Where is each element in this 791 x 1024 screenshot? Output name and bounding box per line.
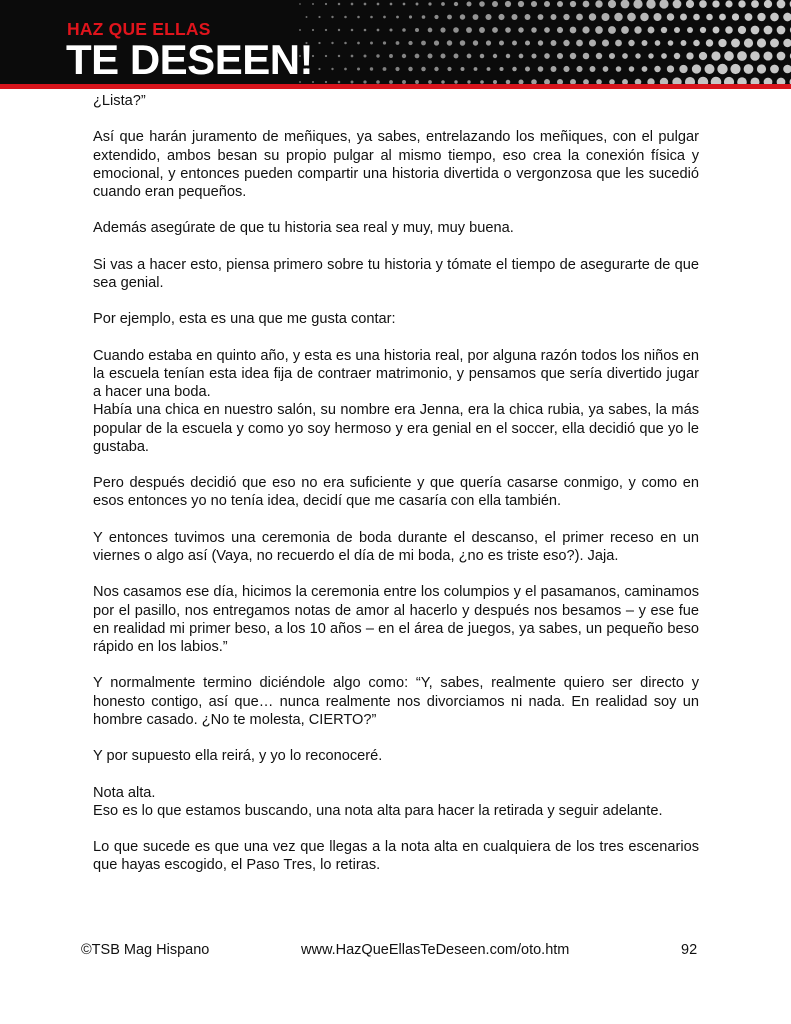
halftone-dot	[544, 27, 550, 33]
halftone-dot	[557, 53, 563, 59]
halftone-dot	[699, 0, 707, 8]
halftone-dot	[487, 67, 491, 71]
paragraph-ceremonia: Y entonces tuvimos una ceremonia de boda durante el descanso, el primer receso en un viernes o algo así (Vaya, no recuerdo el día de mi boda, ¿no es triste eso?). Jaja.	[93, 529, 699, 564]
halftone-dot	[551, 40, 557, 46]
halftone-dot	[699, 52, 707, 60]
halftone-dot	[704, 64, 714, 74]
halftone-dot	[737, 77, 747, 84]
halftone-dot	[563, 14, 569, 20]
halftone-dot	[717, 64, 727, 74]
halftone-dot	[395, 67, 399, 71]
halftone-dot	[763, 51, 772, 60]
halftone-dot	[719, 14, 726, 21]
halftone-dot	[609, 53, 615, 59]
halftone-dot	[595, 0, 602, 7]
halftone-dot	[646, 0, 655, 9]
halftone-dot	[402, 54, 406, 58]
halftone-dot	[627, 13, 636, 22]
paragraph-casarse: Pero después decidió que eso no era suficiente y que quería casarse conmigo, y como en esos entonces yo no tenía idea, decidí que me casaría con ella también.	[93, 475, 699, 510]
halftone-dot	[434, 67, 438, 71]
halftone-dot	[525, 14, 531, 20]
halftone-dot	[306, 16, 308, 18]
halftone-dot	[421, 67, 426, 72]
halftone-dot	[402, 28, 406, 32]
halftone-dot	[453, 27, 459, 33]
halftone-dot	[351, 29, 354, 32]
halftone-dot	[461, 67, 465, 71]
halftone-dot	[377, 3, 380, 6]
halftone-dot	[473, 14, 479, 20]
halftone-dot	[512, 41, 517, 46]
halftone-dot	[454, 2, 458, 6]
paragraph-ejemplo: Por ejemplo, esta es una que me gusta contar:	[93, 311, 396, 328]
halftone-dot	[634, 26, 641, 33]
halftone-dot	[383, 67, 387, 71]
halftone-dot	[653, 13, 661, 21]
halftone-dot	[492, 27, 498, 33]
halftone-dot	[622, 53, 628, 59]
paragraph-retiras: Lo que sucede es que una vez que llegas a la nota alta en cualquiera de los tres escenarios que hayas escogido, el Paso Tres, lo retiras.	[93, 839, 699, 874]
paragraph-historia-real: Además asegúrate de que tu historia sea real y muy, muy buena.	[93, 220, 514, 237]
halftone-dot	[408, 41, 412, 45]
halftone-dot	[770, 65, 779, 74]
paragraph-termino: Y normalmente termino diciéndole algo como: “Y, sabes, realmente quiero ser directo y honesto contigo, así que… nunca realmente nos divorciamos ni nada. En realidad soy un hombre casado. ¿No te molesta, CIERTO?”	[93, 675, 699, 728]
halftone-dot	[576, 40, 583, 47]
halftone-dot	[673, 0, 682, 8]
halftone-dot	[628, 40, 634, 46]
halftone-dot	[642, 66, 648, 72]
halftone-dot	[563, 40, 569, 46]
halftone-dot	[744, 38, 753, 47]
footer-copyright: ©TSB Mag Hispano	[81, 942, 210, 958]
halftone-dot	[724, 51, 734, 61]
halftone-dot	[383, 16, 386, 19]
halftone-dot	[428, 2, 431, 5]
halftone-dot	[344, 68, 347, 71]
halftone-dot	[473, 40, 478, 45]
halftone-dot	[616, 66, 622, 72]
halftone-dot	[440, 27, 445, 32]
halftone-dot	[519, 54, 524, 59]
halftone-dot	[718, 39, 726, 47]
halftone-dot	[693, 14, 700, 21]
halftone-dot	[674, 27, 680, 33]
halftone-dot	[615, 40, 622, 47]
halftone-dot	[777, 52, 786, 61]
paragraph-nota-alta: Nota alta.	[93, 784, 156, 801]
paragraph-quinto-ano: Cuando estaba en quinto año, y esta es una historia real, por alguna razón todos los niños en la escuela tenían esta idea fija de contraer matrimonio, y pensamos que sería divertido jugar a hacer una boda.	[93, 347, 699, 401]
halftone-dot	[538, 66, 544, 72]
halftone-dot	[364, 3, 367, 6]
halftone-dot	[770, 39, 779, 48]
halftone-dot	[764, 0, 772, 8]
halftone-dot	[757, 13, 765, 21]
halftone-dot	[783, 13, 791, 22]
halftone-dot	[648, 53, 653, 58]
halftone-dot	[331, 42, 333, 44]
halftone-dot	[364, 29, 367, 32]
halftone-dot	[661, 27, 667, 33]
halftone-dot	[505, 1, 511, 7]
halftone-dot	[331, 16, 333, 18]
halftone-dot	[711, 77, 722, 84]
halftone-dot	[712, 0, 719, 7]
halftone-dot	[731, 39, 740, 48]
halftone-dot	[621, 0, 630, 8]
halftone-dot	[570, 53, 576, 59]
halftone-dot	[590, 66, 596, 72]
halftone-dot	[325, 3, 327, 5]
halftone-dot	[713, 27, 720, 34]
halftone-dot	[681, 40, 687, 46]
halftone-dot	[467, 2, 472, 7]
halftone-dot	[570, 1, 576, 7]
halftone-dot	[693, 40, 700, 47]
halftone-dot	[551, 14, 557, 20]
halftone-dot	[325, 55, 327, 57]
halftone-dot	[692, 64, 701, 73]
halftone-dot	[318, 16, 320, 18]
halftone-dot	[377, 29, 380, 32]
halftone-dot	[686, 0, 694, 8]
halftone-dot	[601, 13, 609, 21]
halftone-dot	[480, 54, 485, 59]
halftone-dot	[667, 65, 674, 72]
halftone-dot	[454, 54, 459, 59]
halftone-dot	[633, 0, 642, 9]
halftone-dot	[525, 40, 530, 45]
halftone-dot	[498, 14, 504, 20]
halftone-dot	[582, 26, 589, 33]
halftone-dot	[642, 40, 648, 46]
halftone-dot	[370, 42, 373, 45]
halftone-dot	[312, 3, 314, 5]
halftone-dot	[674, 53, 680, 59]
halftone-dot	[492, 1, 498, 7]
halftone-dot	[764, 26, 773, 35]
halftone-dot	[751, 26, 760, 35]
halftone-dot	[655, 40, 661, 46]
halftone-dot	[698, 77, 709, 84]
halftone-dot	[338, 81, 341, 84]
paragraph-lista: ¿Lista?”	[93, 93, 146, 109]
halftone-dot	[338, 55, 340, 57]
halftone-dot	[460, 40, 466, 46]
halftone-dot	[370, 16, 373, 19]
halftone-dot	[603, 66, 609, 72]
halftone-dot	[725, 0, 732, 7]
halftone-dot	[506, 54, 510, 58]
halftone-dot	[312, 29, 314, 31]
halftone-dot	[357, 68, 360, 71]
halftone-dot	[325, 81, 327, 83]
halftone-dot	[357, 42, 360, 45]
paragraph-jenna: Había una chica en nuestro salón, su nombre era Jenna, era la chica rubia, ya sabes, la más popular de la escuela y como yo soy hermoso y era genial en el soccer, ella decidió que yo le gustaba.	[93, 402, 699, 455]
halftone-dot	[364, 55, 367, 58]
page-body	[93, 92, 699, 893]
halftone-dot	[531, 27, 537, 33]
halftone-dot	[738, 26, 746, 34]
paragraph-buscando: Eso es lo que estamos buscando, una nota alta para hacer la retirada y seguir adelante.	[93, 802, 663, 819]
halftone-dot	[531, 53, 536, 58]
halftone-dot	[441, 2, 445, 6]
halftone-dot	[493, 54, 497, 58]
halftone-dot	[614, 13, 623, 22]
halftone-dot	[745, 13, 753, 21]
halftone-dot	[595, 26, 603, 34]
halftone-dot	[383, 41, 386, 44]
header-accent-line	[0, 84, 791, 89]
halftone-dot	[596, 53, 602, 59]
halftone-dot	[376, 54, 379, 57]
halftone-dot	[415, 54, 420, 59]
halftone-dot	[563, 66, 569, 72]
halftone-dot	[667, 13, 675, 21]
halftone-dot	[570, 27, 577, 34]
halftone-dot	[679, 65, 687, 73]
halftone-dot	[338, 29, 340, 31]
halftone-dot	[686, 52, 693, 59]
paragraph-nos-casamos: Nos casamos ese día, hicimos la ceremonia entre los columpios y el pasamanos, caminamos por el pasillo, nos entregamos notas de amor al hacerlo y después nos besamos – y ese fue en realidad mi primer beso, a los 10 años – en el área de juegos, ya sabes, un pequeño beso rápido en los labios.”	[93, 584, 699, 655]
halftone-dot	[602, 39, 609, 46]
halftone-dot	[416, 3, 419, 6]
halftone-dot	[422, 15, 426, 19]
halftone-dot	[344, 16, 347, 19]
halftone-dot	[576, 66, 582, 72]
halftone-dot	[589, 39, 596, 46]
halftone-dot	[357, 16, 360, 19]
page-number: 92	[681, 942, 698, 958]
halftone-dot	[518, 1, 524, 7]
halftone-dot	[732, 13, 739, 20]
halftone-dot	[331, 68, 333, 70]
halftone-dot	[737, 51, 747, 61]
paragraph-reira: Y por supuesto ella reirá, y yo lo reconoceré.	[93, 748, 383, 765]
halftone-dot	[538, 14, 544, 20]
halftone-dot	[757, 38, 766, 47]
halftone-dot	[299, 3, 301, 5]
halftone-dot	[421, 41, 426, 46]
halftone-dot	[479, 1, 485, 7]
halftone-dot	[351, 81, 354, 84]
halftone-dot	[583, 53, 590, 60]
halftone-dot	[318, 42, 320, 44]
halftone-dot	[777, 0, 786, 8]
halftone-dot	[648, 27, 655, 34]
halftone-dot	[659, 0, 668, 9]
halftone-dot	[680, 14, 687, 21]
halftone-dot	[757, 64, 766, 73]
halftone-dot	[744, 64, 754, 74]
halftone-dot	[512, 67, 516, 71]
halftone-dot	[687, 27, 693, 33]
halftone-dot	[428, 54, 433, 59]
halftone-dot	[338, 3, 341, 6]
halftone-dot	[770, 13, 779, 22]
halftone-dot	[750, 51, 760, 61]
halftone-dot	[783, 39, 791, 47]
halftone-dot	[485, 14, 491, 20]
halftone-dot	[544, 1, 550, 7]
halftone-dot	[711, 51, 720, 60]
footer-url: www.HazQueEllasTeDeseen.com/oto.htm	[301, 942, 570, 958]
halftone-dot	[447, 67, 451, 71]
halftone-dot	[777, 26, 786, 35]
paragraph-piensa-historia: Si vas a hacer esto, piensa primero sobre tu historia y tómate el tiempo de asegurarte de que sea genial.	[93, 256, 699, 291]
halftone-dot	[467, 54, 472, 59]
halftone-dot	[725, 26, 733, 34]
halftone-dot	[396, 41, 400, 45]
halftone-dot	[499, 67, 503, 71]
halftone-dot	[576, 14, 583, 21]
halftone-dot	[557, 1, 563, 7]
halftone-dot	[661, 53, 667, 59]
halftone-dot	[434, 40, 439, 45]
halftone-dot	[629, 66, 635, 72]
halftone-dot	[557, 27, 563, 33]
halftone-dot	[460, 14, 465, 19]
halftone-dot	[474, 67, 478, 71]
paragraph-juramento: Así que harán juramento de meñiques, ya sabes, entrelazando los meñiques, con el pulgar extendido, ambos besan su propio pulgar al mismo tiempo, eso crea la conexión física y emocional, y entonces pueden compartir una historia divertida o vergonzosa que les sucedió cuando eran pequeños.	[93, 129, 699, 200]
halftone-dot	[466, 27, 472, 33]
halftone-dot	[344, 42, 347, 45]
halftone-dot	[525, 67, 530, 72]
halftone-dot	[538, 40, 543, 45]
brand-title-top: HAZ QUE ELLAS	[67, 19, 211, 39]
halftone-dot	[706, 39, 713, 46]
brand-title-main: TE DESEEN!	[66, 36, 314, 83]
halftone-dot	[640, 13, 649, 22]
halftone-dot	[724, 77, 734, 84]
halftone-dot	[390, 3, 393, 6]
page-header	[0, 0, 791, 84]
halftone-dot	[428, 28, 433, 33]
halftone-dot	[635, 53, 640, 58]
halftone-dot	[544, 53, 550, 59]
page-footer	[0, 941, 791, 961]
halftone-dot	[654, 66, 660, 72]
halftone-dot	[403, 3, 406, 6]
halftone-dot	[738, 0, 745, 7]
halftone-dot	[486, 40, 491, 45]
halftone-dot	[511, 14, 517, 20]
halftone-dot	[434, 15, 438, 19]
halftone-dot	[351, 3, 354, 6]
halftone-dot	[551, 66, 557, 72]
halftone-dot	[370, 67, 373, 70]
halftone-dot	[608, 26, 616, 34]
halftone-dot	[531, 1, 537, 7]
halftone-dot	[318, 68, 320, 70]
halftone-dot	[589, 13, 596, 20]
halftone-dot	[751, 0, 759, 8]
halftone-dot	[389, 28, 392, 31]
halftone-dot	[608, 0, 616, 8]
halftone-dot	[730, 64, 740, 74]
halftone-dot	[706, 14, 713, 21]
halftone-dot	[351, 55, 354, 58]
halftone-dot	[408, 67, 412, 71]
halftone-dot	[621, 26, 629, 34]
halftone-dot	[415, 28, 419, 32]
halftone-dot	[447, 40, 452, 45]
halftone-dot	[505, 27, 511, 33]
halftone-dot	[409, 15, 412, 18]
halftone-dot	[447, 15, 452, 20]
halftone-dot	[672, 77, 681, 84]
halftone-dot	[499, 40, 504, 45]
halftone-dot	[389, 54, 393, 58]
halftone-dot	[583, 1, 590, 8]
halftone-dot	[396, 16, 399, 19]
halftone-dot	[479, 27, 485, 33]
halftone-dot	[668, 40, 674, 46]
halftone-dot	[518, 27, 523, 32]
halftone-dot	[299, 29, 301, 31]
halftone-dot	[700, 27, 706, 33]
halftone-dot	[440, 53, 445, 58]
halftone-dot	[325, 29, 327, 31]
halftone-dot	[783, 65, 791, 74]
halftone-dot	[685, 77, 695, 84]
